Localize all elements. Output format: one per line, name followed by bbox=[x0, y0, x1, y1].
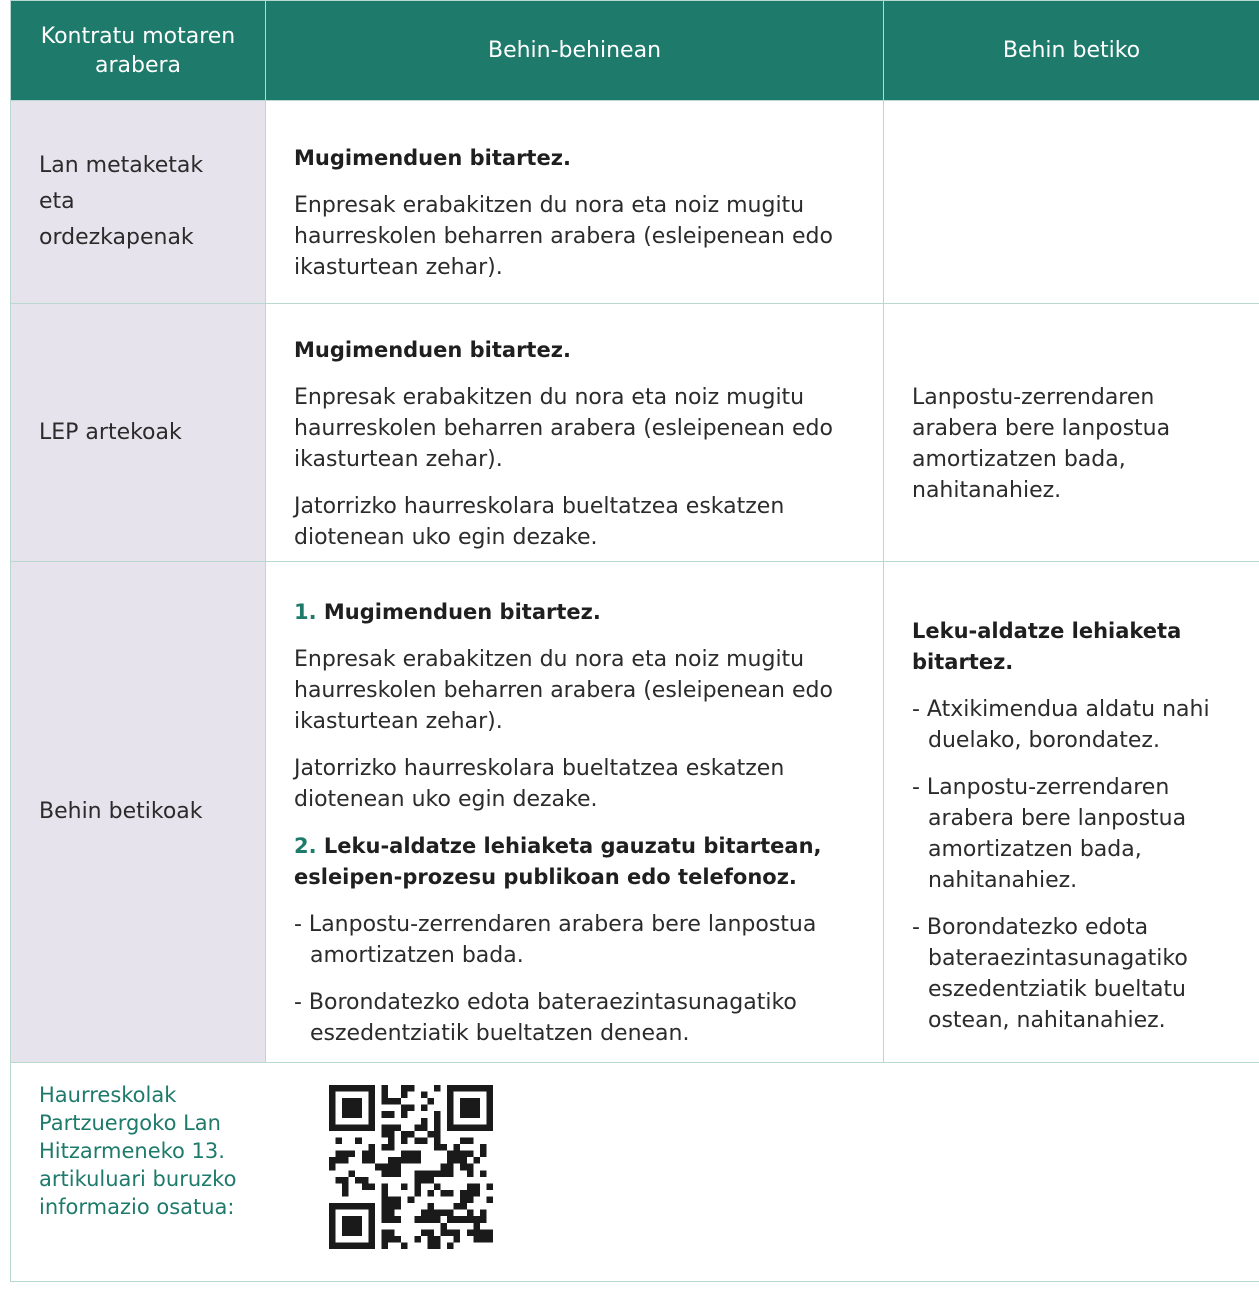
cell-bullet: - Lanpostu-zerrendaren arabera bere lanpostua amortizatzen bada, nahitanahiez. bbox=[912, 775, 1187, 893]
row-permanent-cell bbox=[884, 101, 1259, 304]
header-contract-type bbox=[11, 1, 266, 101]
footer-cell bbox=[11, 1063, 1259, 1282]
row-label-line: eta bbox=[39, 189, 75, 214]
cell-heading: Mugimenduen bitartez. bbox=[294, 337, 571, 362]
row-label: LEP artekoak bbox=[11, 304, 266, 562]
row-permanent-cell bbox=[884, 304, 1259, 562]
row-temporary-cell bbox=[266, 562, 884, 1063]
footer-line: informazio osatua: bbox=[39, 1195, 235, 1219]
cell-heading-numbered bbox=[294, 597, 863, 628]
cell-bullet: - Borondatezko edota bateraezintasunagatiko eszedentziatik bueltatzen denean. bbox=[294, 990, 797, 1046]
item-heading: Leku-aldatze lehiaketa gauzatu bitartean, esleipen-prozesu publikoan edo telefonoz. bbox=[294, 834, 822, 889]
header-permanent: Behin betiko bbox=[884, 1, 1259, 101]
footer-line: Hitzarmeneko 13. bbox=[39, 1139, 225, 1163]
row-permanent-cell bbox=[884, 562, 1259, 1063]
cell-bullet: - Lanpostu-zerrendaren arabera bere lanpostua amortizatzen bada. bbox=[294, 912, 817, 968]
cell-paragraph: Enpresak erabakitzen du nora eta noiz mugitu haurreskolen beharren arabera (esleipenean edo ikasturtean zehar). bbox=[294, 384, 833, 472]
item-heading: Mugimenduen bitartez. bbox=[323, 600, 601, 624]
cell-paragraph: Enpresak erabakitzen du nora eta noiz mugitu haurreskolen beharren arabera (esleipenean edo ikasturtean zehar). bbox=[294, 193, 833, 280]
item-number: 1. bbox=[294, 600, 317, 624]
contract-mobility-table bbox=[10, 0, 1259, 1282]
cell-bullet: - Atxikimendua aldatu nahi duelako, borondatez. bbox=[912, 697, 1210, 753]
footer-line: Partzuergoko Lan bbox=[39, 1111, 221, 1135]
cell-paragraph: Jatorrizko haurreskolara bueltatzea eskatzen diotenean uko egin dezake. bbox=[294, 756, 785, 812]
footer-row bbox=[11, 1063, 1259, 1282]
item-number: 2. bbox=[294, 834, 317, 858]
cell-paragraph: Jatorrizko haurreskolara bueltatzea eskatzen diotenean uko egin dezake. bbox=[294, 493, 785, 550]
cell-heading-numbered bbox=[294, 831, 863, 893]
header-temporary: Behin-behinean bbox=[266, 1, 884, 101]
row-label-line: Lan metaketak bbox=[39, 153, 204, 178]
cell-heading: Leku-aldatze lehiaketa bitartez. bbox=[912, 619, 1182, 674]
footer-line: Haurreskolak bbox=[39, 1083, 177, 1107]
table-row bbox=[11, 101, 1259, 304]
row-temporary-cell bbox=[266, 101, 884, 304]
table-row bbox=[11, 562, 1259, 1063]
footer-line: artikuluari buruzko bbox=[39, 1167, 237, 1191]
header-contract-type-line1: Kontratu motaren bbox=[40, 23, 236, 49]
header-contract-type-line2: arabera bbox=[94, 52, 182, 78]
row-temporary-cell bbox=[266, 304, 884, 562]
qr-code-icon[interactable] bbox=[329, 1085, 493, 1253]
cell-heading: Mugimenduen bitartez. bbox=[294, 146, 571, 170]
cell-paragraph: Enpresak erabakitzen du nora eta noiz mugitu haurreskolen beharren arabera (esleipenean edo ikasturtean zehar). bbox=[294, 647, 833, 734]
table-row bbox=[11, 304, 1259, 562]
qr-code-graphic bbox=[329, 1085, 493, 1249]
cell-bullet: - Borondatezko edota bateraezintasunagatiko eszedentziatik bueltatu ostean, nahitanahiez. bbox=[912, 915, 1188, 1033]
row-label-line: ordezkapenak bbox=[39, 225, 194, 250]
row-label bbox=[11, 101, 266, 304]
row-label: Behin betikoak bbox=[11, 562, 266, 1063]
footer-text bbox=[39, 1081, 279, 1221]
cell-paragraph: Lanpostu-zerrendaren arabera bere lanpostua amortizatzen bada, nahitanahiez. bbox=[912, 384, 1171, 503]
table-header-row bbox=[11, 1, 1259, 101]
